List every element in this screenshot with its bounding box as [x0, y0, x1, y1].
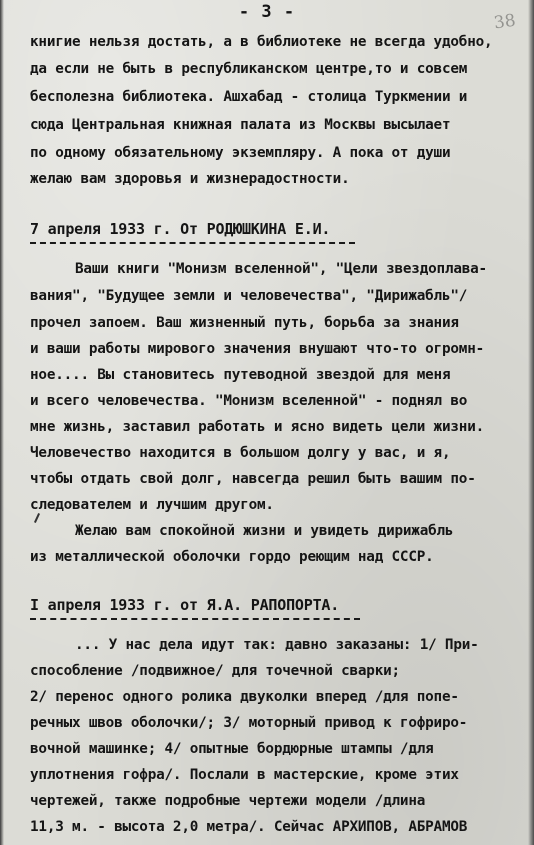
text-line: Человечество находится в большом долгу у вас, и я, — [30, 445, 451, 461]
text-line: чертежей, также подробные чертежи модели /длина — [30, 793, 426, 809]
letter-heading-rodyushkin: 7 апреля 1933 г. От РОДЮШКИНА Е.И. — [30, 220, 331, 238]
text-line: вочной машинке; 4/ опытные бордюрные штампы /для — [30, 741, 434, 757]
text-line: речных швов оболочки/; 3/ моторный привод к гофриро- — [30, 715, 468, 731]
text-line: уплотнения гофра/. Послали в мастерские, кроме этих — [30, 767, 459, 783]
page-number: - 3 - — [238, 2, 296, 22]
text-line: прочел запоем. Ваш жизненный путь, борьба за знания — [30, 315, 459, 331]
text-line: вания", "Будущее земли и человечества", "Дирижабль"/ — [30, 288, 468, 304]
text-line: способление /подвижное/ для точечной сварки; — [30, 663, 400, 679]
text-line: бесполезна библиотека. Ашхабад - столица Туркмении и — [30, 89, 468, 105]
text-line: и ваши работы мирового значения внушают что-то огромн- — [30, 341, 485, 357]
text-line: из металлической оболочки гордо реющим над СССР. — [30, 549, 434, 565]
text-line: и всего человечества. "Монизм вселенной" - поднял во — [30, 393, 468, 409]
heading-underline — [30, 242, 355, 244]
text-line: Ваши книги "Монизм вселенной", "Цели звездоплава- — [75, 261, 487, 277]
scan-edge-left — [0, 0, 4, 845]
heading-underline — [30, 618, 360, 620]
text-line: книгие нельзя достать, а в библиотеке не всегда удобно, — [30, 34, 493, 50]
text-line: да если не быть в республиканском центре,то и совсем — [30, 61, 468, 77]
text-line: ное.... Вы становитесь путеводной звездой для меня — [30, 367, 451, 383]
text-line: следователем и лучшим другом. — [30, 497, 274, 513]
text-line: ... У нас дела идут так: давно заказаны: 1/ При- — [75, 637, 479, 653]
scan-edge-right — [528, 0, 534, 845]
text-line: чтобы отдать свой долг, навсегда решил быть вашим по- — [30, 471, 476, 487]
text-line: Желаю вам спокойной жизни и увидеть дирижабль — [75, 523, 454, 539]
archive-mark: 38 — [493, 10, 518, 34]
text-line: сюда Центральная книжная палата из Москвы высылает — [30, 117, 451, 133]
text-line: 2/ перенос одного ролика двуколки вперед /для попе- — [30, 689, 459, 705]
text-line: мне жизнь, заставил работать и ясно видеть цели жизни. — [30, 419, 485, 435]
letter-heading-rapoport: I апреля 1933 г. от Я.А. РАПОПОРТА. — [30, 596, 340, 614]
pen-mark — [34, 513, 40, 523]
text-line: 11,3 м. - высота 2,0 метра/. Сейчас АРХИПОВ, АБРАМОВ — [30, 819, 468, 835]
text-line: желаю вам здоровья и жизнерадостности. — [30, 171, 350, 187]
text-line: по одному обязательному экземпляру. А пока от души — [30, 145, 451, 161]
